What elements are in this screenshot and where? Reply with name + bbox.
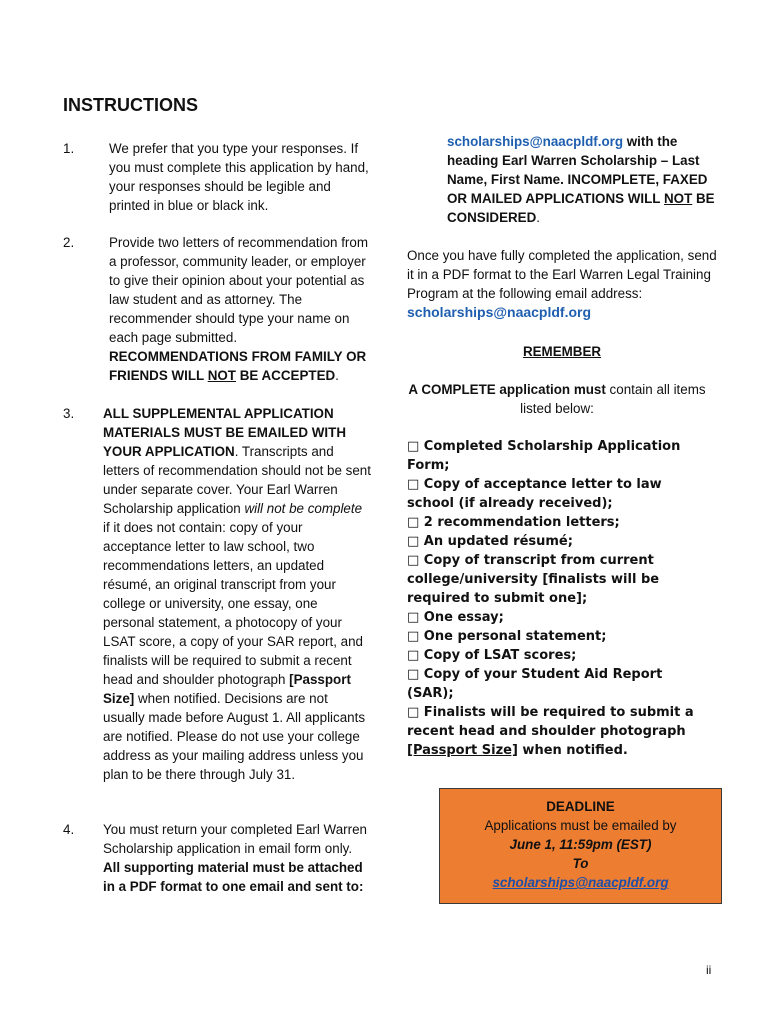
deadline-box	[439, 788, 722, 904]
complete-application-note	[407, 380, 707, 418]
instruction-item-2	[109, 233, 374, 385]
instruction-text: . Transcripts and letters of recommendation should not be sent under separate cover. Your Earl Warren Scholarship application	[103, 444, 371, 516]
punctuation: .	[335, 368, 339, 383]
instruction-text: You must return your completed Earl Warren Scholarship application in email form only.	[103, 822, 367, 856]
checklist-item: □ One personal statement;	[407, 629, 607, 644]
requirement-heading: ALL SUPPLEMENTAL APPLICATION MATERIALS MUST BE EMAILED WITH YOUR APPLICATION	[103, 406, 346, 459]
page-title: INSTRUCTIONS	[63, 95, 198, 115]
checklist-item: □ Copy of acceptance letter to law school (if already received);	[407, 477, 662, 511]
warning-emphasis: NOT	[207, 368, 236, 383]
checklist-item: □ Completed Scholarship Application Form;	[407, 439, 681, 473]
passport-size-label: [Passport Size]	[407, 743, 518, 758]
item-number: 2.	[63, 235, 75, 250]
checklist-item: □ One essay;	[407, 610, 504, 625]
complete-bold-text: A COMPLETE application must	[408, 382, 606, 397]
warning-text: RECOMMENDATIONS FROM FAMILY OR FRIENDS WILL	[109, 349, 367, 383]
deadline-email-link[interactable]: scholarships@naacpldf.org	[492, 875, 669, 890]
email-link[interactable]: scholarships@naacpldf.org	[447, 134, 624, 149]
checklist-item: □ An updated résumé;	[407, 534, 573, 549]
checklist-item-end: when notified.	[517, 743, 628, 758]
complete-rest-text: contain all items listed below:	[520, 382, 706, 416]
checklist-item: □ Copy of your Student Aid Report (SAR);	[407, 667, 663, 701]
remember-heading: REMEMBER	[522, 344, 602, 359]
checklist-item: □ 2 recommendation letters;	[407, 515, 620, 530]
deadline-heading: DEADLINE	[546, 799, 615, 814]
attachment-instruction: All supporting material must be attached in a PDF format to one email and sent to:	[103, 860, 364, 894]
instruction-item-1	[109, 139, 374, 215]
checklist-item: □ Copy of transcript from current college/university [finalists will be required to submit one];	[407, 553, 660, 606]
submission-paragraph	[407, 246, 717, 322]
checklist-item-text: □ Finalists will be required to submit a recent head and shoulder photograph	[407, 705, 694, 739]
warning-text: BE ACCEPTED	[235, 368, 336, 383]
checklist-item	[407, 703, 707, 760]
checklist	[407, 437, 707, 760]
page-number: ii	[706, 963, 712, 977]
email-heading-text: with the heading Earl Warren Scholarship – Last Name, First Name. INCOMPLETE, FAXED OR MAILED APPLICATIONS WILL	[447, 134, 708, 206]
checklist-item: □ Copy of LSAT scores;	[407, 648, 577, 663]
instruction-text: We prefer that you type your responses. If you must complete this application by hand, your responses should be legible and printed in blue or black ink.	[109, 141, 369, 213]
instruction-text: Provide two letters of recommendation from a professor, community leader, or employer to give their opinion about your potential as law student and as attorney. The recommender should type your name on each page submitted.	[109, 235, 368, 345]
item-number: 3.	[63, 406, 75, 421]
email-instruction	[447, 132, 722, 227]
emphasis-text: will not be complete	[244, 501, 363, 516]
deadline-text: Applications must be emailed by	[484, 818, 677, 833]
deadline-to: To	[572, 856, 589, 871]
punctuation: .	[536, 210, 541, 225]
instruction-text: when notified. Decisions are not usually made before August 1. All applicants are notified. Please do not use your college address as your mailing address unless you plan to be there through July 31.	[103, 691, 366, 782]
email-link[interactable]: scholarships@naacpldf.org	[407, 304, 592, 320]
instruction-item-4	[103, 820, 368, 896]
instruction-item-3	[103, 404, 371, 784]
item-number: 1.	[63, 141, 75, 156]
deadline-date: June 1, 11:59pm (EST)	[509, 837, 652, 852]
instruction-text: if it does not contain: copy of your acceptance letter to law school, two recommendations letters, an updated résumé, an original transcript from your college or university, one essay, one personal statement, a photocopy of your LSAT score, a copy of your SAR report, and finalists will be required to submit a recent head and shoulder photograph	[103, 520, 364, 687]
item-number: 4.	[63, 822, 75, 837]
emphasis-not: NOT	[663, 191, 693, 206]
submission-text: Once you have fully completed the application, send it in a PDF format to the Earl Warren Legal Training Program at the following email address:	[407, 248, 717, 301]
passport-size-label: [Passport Size]	[103, 672, 351, 706]
email-heading-text: BE CONSIDERED	[447, 191, 715, 225]
